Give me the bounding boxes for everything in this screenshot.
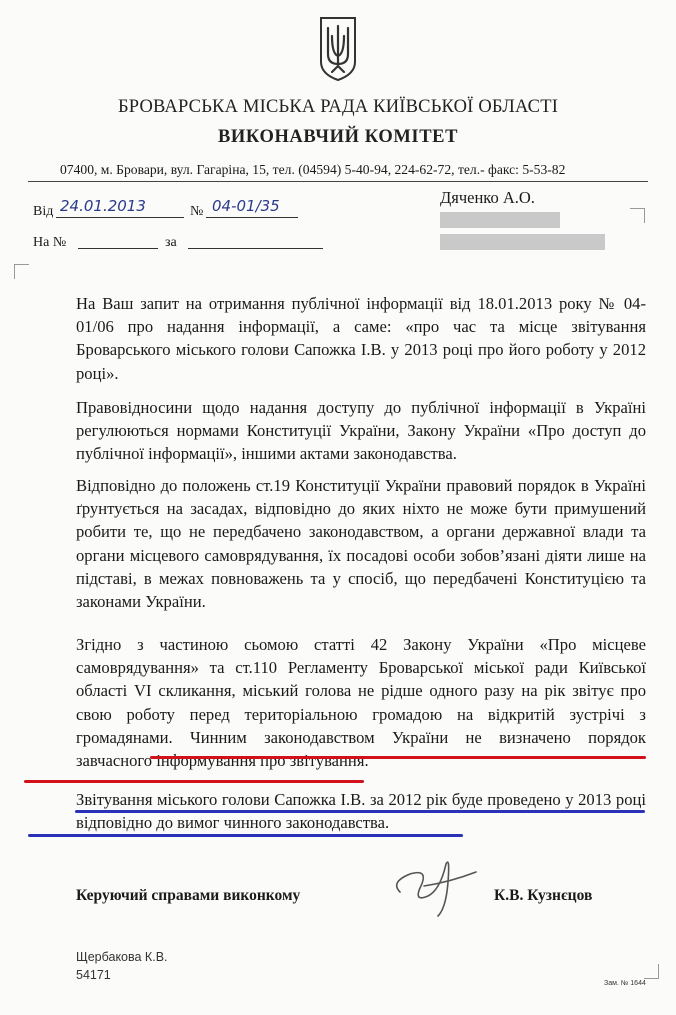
number-value: 04-01/35	[212, 197, 280, 215]
za-label: за	[165, 235, 177, 250]
corner-mark	[644, 964, 659, 979]
org-name: БРОВАРСЬКА МІСЬКА РАДА КИЇВСЬКОЇ ОБЛАСТІ	[117, 97, 559, 117]
address-line: 07400, м. Бровари, вул. Гагаріна, 15, тел. (04594) 5-40-94, 224-62-72, тел.- факс: 5-53-82	[60, 162, 566, 177]
corner-mark	[630, 208, 645, 223]
from-date: 24.01.2013	[60, 197, 146, 215]
za-line	[188, 234, 323, 249]
header-rule	[28, 181, 648, 182]
na-label: На №	[33, 235, 67, 250]
body-paragraph: На Ваш запит на отримання публічної інформації від 18.01.2013 року № 04-01/06 про надання інформації, а саме: «про час та місце звітування Броварського міського голови Сапожка І.В. у 2013 році про його роботу у 2012 році».	[76, 294, 646, 383]
handwritten-signature-icon	[380, 852, 490, 922]
blue-underline	[28, 834, 463, 837]
highlighted-sentence: Чинним законодавством України не визначено порядок завчасного інформування про звітування.	[76, 727, 646, 771]
recipient-name: Дяченко А.О.	[440, 188, 535, 207]
red-underline	[150, 756, 646, 759]
executor-name: Щербакова К.В.	[76, 950, 168, 964]
print-stamp: Зам. № 1644	[604, 980, 646, 987]
from-label: Від	[33, 204, 54, 219]
number-label: №	[190, 204, 204, 219]
corner-mark	[14, 264, 29, 279]
body-paragraph: Відповідно до положень ст.19 Конституції України правовий порядок в Україні ґрунтується на засадах, відповідно до яких ніхто не може бути примушений робити те, що не передбачено законодавством, а органи державної влади та органи місцевого самоврядування, їх посадові особи зобов’язані діяти лише на підставі, в межах повноважень та у спосіб, що передбачені Конституцією та законами України.	[76, 476, 646, 612]
signatory-position: Керуючий справами виконкому	[76, 887, 301, 904]
body-paragraph: Звітування міського голови Сапожка І.В. за 2012 рік буде проведено у 2013 році відповідно до вимог чинного законодавства.	[76, 790, 646, 833]
committee-title: ВИКОНАВЧИЙ КОМІТЕТ	[217, 127, 459, 147]
blue-underline	[75, 810, 645, 813]
trident-emblem-icon	[315, 14, 361, 82]
body-paragraph: Правовідносини щодо надання доступу до публічної інформації в Україні регулюються нормами Конституції України, Закону України «Про доступ до публічної інформації», іншими актами законодавства.	[76, 398, 646, 464]
red-underline	[24, 780, 364, 783]
na-line	[78, 234, 158, 249]
body-paragraph: Згідно з частиною сьомою статті 42 Закону України «Про місцеве самоврядування» та ст.110 Регламенту Броварської міської ради Київської області VI скликання, міський голова не рідше одного разу на рік звітує про свою роботу перед територіальною громадою на відкритій зустрічі з громадянами. Чинним законодавством України не визначено порядок завчасного інформування про звітування.	[76, 635, 646, 771]
signatory-name: К.В. Кузнєцов	[494, 887, 593, 904]
executor-phone: 54171	[76, 968, 111, 982]
redacted-block	[440, 234, 605, 250]
redacted-block	[440, 212, 560, 228]
